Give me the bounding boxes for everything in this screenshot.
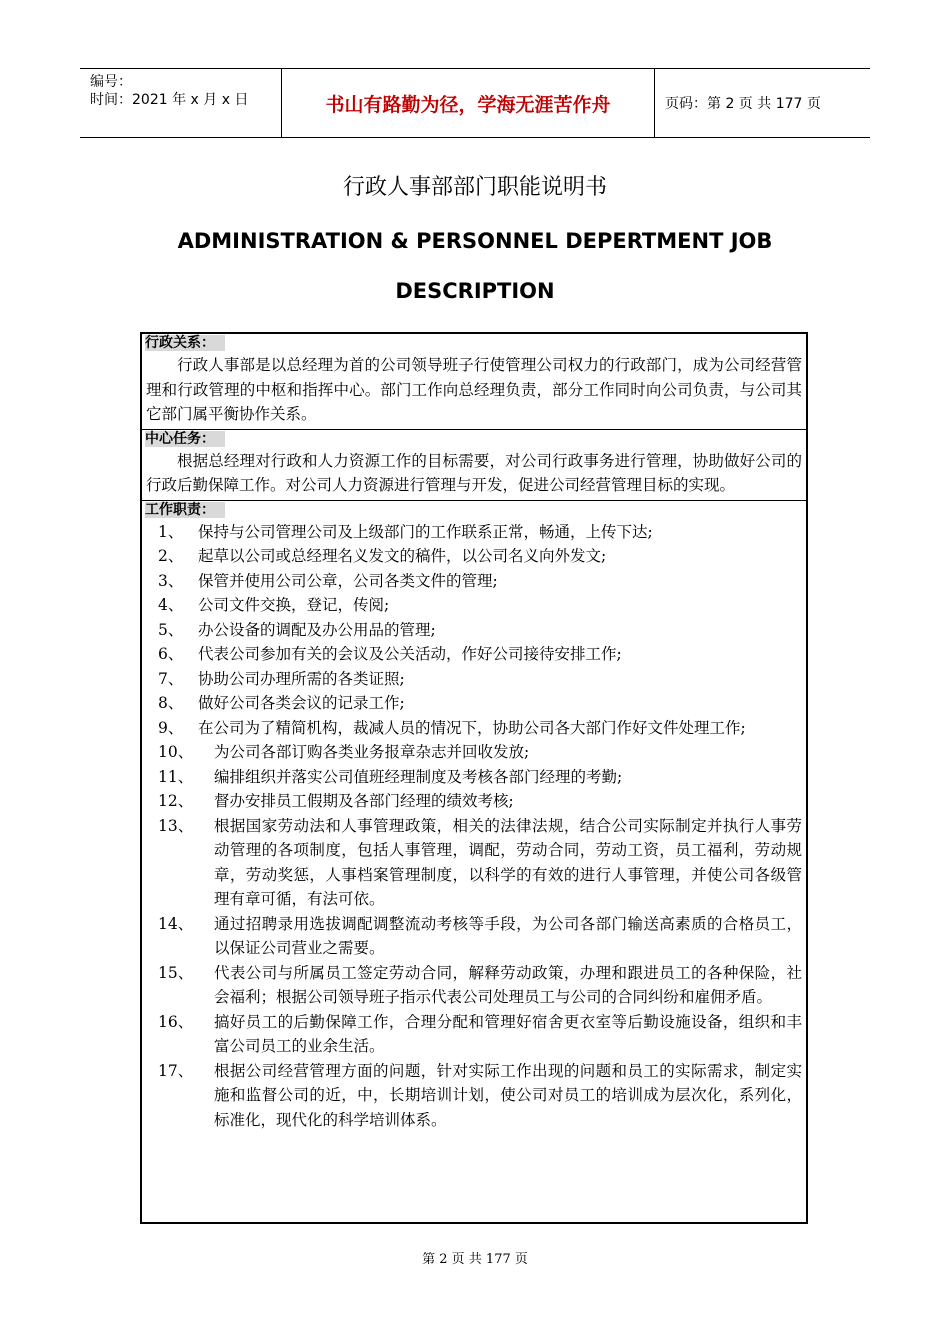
duty-text: 代表公司参加有关的会议及公关活动，作好公司接待安排工作; bbox=[198, 645, 622, 663]
duties-section bbox=[142, 501, 806, 1133]
duty-text: 协助公司办理所需的各类证照; bbox=[198, 669, 405, 688]
relation-text: 行政人事部是以总经理为首的公司领导班子行使管理公司权力的行政部门，成为公司经营管理和行政管理的中枢和指挥中心。部门工作向总经理负责，部分工作同时向公司负责，与公司其它部门属平衡协作关系。 bbox=[146, 356, 802, 423]
document-date: 时间：2021 年 x 月 x 日 bbox=[90, 92, 249, 108]
page-header bbox=[80, 68, 870, 138]
duty-text: 通过招聘录用选拔调配调整流动考核等手段，为公司各部门输送高素质的合格员工，以保证公司营业之需要。 bbox=[214, 914, 802, 957]
duty-text: 搞好员工的后勤保障工作，合理分配和管理好宿舍更衣室等后勤设施设备，组织和丰富公司员工的业余生活。 bbox=[214, 1012, 802, 1055]
mission-text: 根据总经理对行政和人力资源工作的目标需要，对公司行政事务进行管理，协助做好公司的行政后勤保障工作。对公司人力资源进行管理与开发，促进公司经营管理目标的实现。 bbox=[146, 451, 802, 494]
duty-text: 编排组织并落实公司值班经理制度及考核各部门经理的考勤; bbox=[214, 767, 623, 786]
page-footer: 第 2 页 共 177 页 bbox=[422, 1252, 528, 1267]
duty-item bbox=[142, 765, 806, 790]
job-description-table bbox=[140, 332, 808, 1224]
duty-text: 为公司各部订购各类业务报章杂志并回收发放; bbox=[214, 743, 530, 761]
duty-number: 10、 bbox=[158, 743, 194, 761]
duty-number: 15、 bbox=[158, 963, 194, 982]
duty-item bbox=[142, 618, 806, 643]
duty-item bbox=[142, 814, 806, 912]
duty-number: 17、 bbox=[158, 1061, 194, 1080]
duty-item bbox=[142, 789, 806, 814]
duty-item bbox=[142, 520, 806, 545]
duty-text: 办公设备的调配及办公用品的管理; bbox=[198, 620, 436, 639]
duty-text: 保持与公司管理公司及上级部门的工作联系正常，畅通，上传下达; bbox=[198, 522, 653, 541]
duty-text: 在公司为了精简机构，裁减人员的情况下，协助公司各大部门作好文件处理工作; bbox=[198, 718, 746, 737]
duty-number: 9、 bbox=[158, 718, 184, 737]
document-number: 编号： bbox=[90, 74, 132, 90]
duty-item bbox=[142, 544, 806, 569]
duty-item bbox=[142, 1010, 806, 1059]
duty-item bbox=[142, 912, 806, 961]
duty-number: 4、 bbox=[158, 596, 184, 614]
duty-item bbox=[142, 569, 806, 594]
duty-number: 8、 bbox=[158, 694, 184, 712]
header-meta bbox=[80, 69, 282, 137]
mission-section bbox=[142, 430, 806, 501]
duty-item bbox=[142, 1059, 806, 1133]
document-title-english: ADMINISTRATION & PERSONNEL DEPERTMENT JOB DESCRIPTION bbox=[177, 229, 773, 303]
header-page-number: 页码：第 2 页 共 177 页 bbox=[665, 96, 821, 112]
duty-number: 3、 bbox=[158, 571, 184, 590]
duty-text: 根据国家劳动法和人事管理政策，相关的法律法规，结合公司实际制定并执行人事劳动管理的各项制度，包括人事管理，调配，劳动合同，劳动工资，员工福利，劳动规章，劳动奖惩，人事档案管理制度，以科学的有效的进行人事管理，并使公司各级管理有章可循，有法可依。 bbox=[214, 816, 802, 908]
relation-section bbox=[142, 334, 806, 430]
duty-text: 代表公司与所属员工签定劳动合同，解释劳动政策，办理和跟进员工的各种保险，社会福利；根据公司领导班子指示代表公司处理员工与公司的合同纠纷和雇佣矛盾。 bbox=[214, 963, 802, 1006]
duty-number: 16、 bbox=[158, 1012, 194, 1031]
duties-list bbox=[142, 520, 806, 1133]
relation-heading: 行政关系： bbox=[145, 335, 225, 351]
document-title-chinese: 行政人事部部门职能说明书 bbox=[342, 175, 607, 200]
duty-number: 14、 bbox=[158, 914, 194, 933]
duty-text: 保管并使用公司公章，公司各类文件的管理; bbox=[198, 571, 498, 590]
duty-number: 11、 bbox=[158, 767, 194, 786]
duty-number: 1、 bbox=[158, 522, 184, 541]
duty-item bbox=[142, 642, 806, 667]
duty-item bbox=[142, 667, 806, 692]
duty-text: 根据公司经营管理方面的问题，针对实际工作出现的问题和员工的实际需求，制定实施和监督公司的近，中，长期培训计划，使公司对员工的培训成为层次化，系列化，标准化，现代化的科学培训体系。 bbox=[214, 1061, 802, 1129]
duty-number: 12、 bbox=[158, 792, 194, 810]
duty-number: 7、 bbox=[158, 669, 184, 688]
duty-number: 5、 bbox=[158, 620, 184, 639]
duty-number: 13、 bbox=[158, 816, 194, 835]
duty-item bbox=[142, 593, 806, 618]
duties-heading: 工作职责： bbox=[145, 502, 225, 518]
duty-item bbox=[142, 961, 806, 1010]
duty-text: 起草以公司或总经理名义发文的稿件，以公司名义向外发文; bbox=[198, 547, 607, 565]
duty-item bbox=[142, 691, 806, 716]
duty-item bbox=[142, 740, 806, 765]
duty-text: 做好公司各类会议的记录工作; bbox=[198, 694, 405, 712]
duty-item bbox=[142, 716, 806, 741]
duty-text: 公司文件交换，登记，传阅; bbox=[198, 596, 390, 614]
mission-heading: 中心任务： bbox=[145, 431, 225, 447]
duty-number: 6、 bbox=[158, 645, 184, 663]
duty-text: 督办安排员工假期及各部门经理的绩效考核; bbox=[214, 792, 514, 810]
header-motto: 书山有路勤为径，学海无涯苦作舟 bbox=[282, 69, 655, 137]
duty-number: 2、 bbox=[158, 547, 184, 565]
